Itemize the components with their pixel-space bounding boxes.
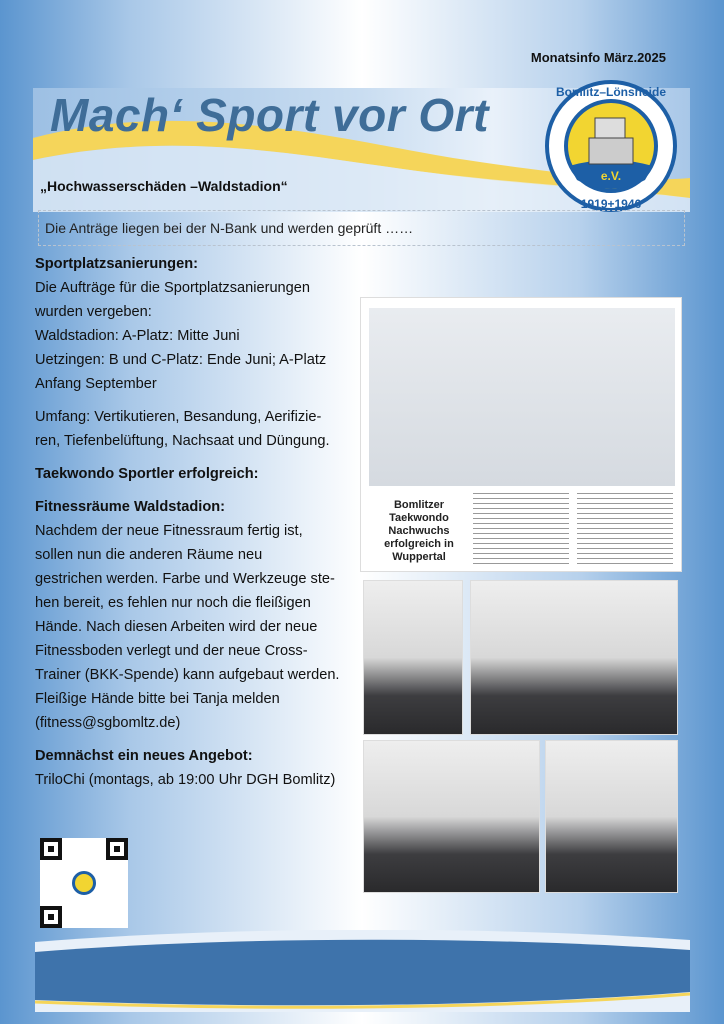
notice-box: Die Anträge liegen bei der N-Bank und werden geprüft …… xyxy=(38,210,685,246)
qr-logo-icon xyxy=(72,871,96,895)
svg-text:1919+1946: 1919+1946 xyxy=(580,197,642,211)
section-subtitle: „Hochwasserschäden –Waldstadion“ xyxy=(40,178,288,194)
gym-photo xyxy=(363,740,540,893)
text-line: Waldstadion: A-Platz: Mitte Juni xyxy=(35,328,240,344)
text-line: TriloChi (montags, ab 19:00 Uhr DGH Bomlitz) xyxy=(35,772,336,788)
section-heading: Sportplatzsanierungen: xyxy=(35,256,198,272)
text-line: hen bereit, es fehlen nur noch die fleißigen xyxy=(35,595,311,611)
svg-text:e.V.: e.V. xyxy=(600,169,622,183)
section-heading: Demnächst ein neues Angebot: xyxy=(35,748,253,764)
footer-wave xyxy=(35,930,690,1012)
qr-code[interactable] xyxy=(40,838,128,928)
team-photo xyxy=(369,308,675,486)
club-logo xyxy=(545,80,678,213)
text-line: Uetzingen: B und C-Platz: Ende Juni; A-Platz xyxy=(35,352,327,368)
text-line: gestrichen werden. Farbe und Werkzeuge ste- xyxy=(35,571,335,587)
text-line: Anfang September xyxy=(35,376,157,392)
newsletter-title: Mach‘ Sport vor Ort xyxy=(50,89,489,141)
text-line: Fleißige Hände bitte bei Tanja melden xyxy=(35,691,280,707)
article-section xyxy=(35,462,365,486)
clipping-headline: Bomlitzer Taekwondo Nachwuchs erfolgreich in Wuppertal xyxy=(384,499,454,563)
article-section xyxy=(35,495,365,735)
text-line: Umfang: Vertikutieren, Besandung, Aerifizie- xyxy=(35,409,322,425)
newspaper-clipping xyxy=(360,297,682,572)
clipping-text xyxy=(577,493,673,568)
svg-text:Bomlitz–Lönsheide: Bomlitz–Lönsheide xyxy=(555,85,667,99)
clipping-text xyxy=(473,493,569,568)
text-line: Fitnessboden verlegt und der neue Cross- xyxy=(35,643,308,659)
article-column xyxy=(35,252,365,801)
gym-photo xyxy=(545,740,678,893)
section-heading: Taekwondo Sportler erfolgreich: xyxy=(35,466,259,482)
article-section xyxy=(35,405,365,453)
gym-photo xyxy=(363,580,463,735)
gym-photo xyxy=(470,580,678,735)
text-line: (fitness@sgbomltz.de) xyxy=(35,715,181,731)
text-line: Trainer (BKK-Spende) kann aufgebaut werden. xyxy=(35,667,340,683)
text-line: ren, Tiefenbelüftung, Nachsaat und Düngung. xyxy=(35,433,330,449)
text-line: Nachdem der neue Fitnessraum fertig ist, xyxy=(35,523,303,539)
text-line: sollen nun die anderen Räume neu xyxy=(35,547,263,563)
issue-label: Monatsinfo März.2025 xyxy=(530,50,666,65)
article-section xyxy=(35,744,365,792)
article-section xyxy=(35,252,365,396)
text-line: Hände. Nach diesen Arbeiten wird der neue xyxy=(35,619,318,635)
text-line: wurden vergeben: xyxy=(35,304,152,320)
text-line: Die Aufträge für die Sportplatzsanierungen xyxy=(35,280,311,296)
section-heading: Fitnessräume Waldstadion: xyxy=(35,499,226,515)
